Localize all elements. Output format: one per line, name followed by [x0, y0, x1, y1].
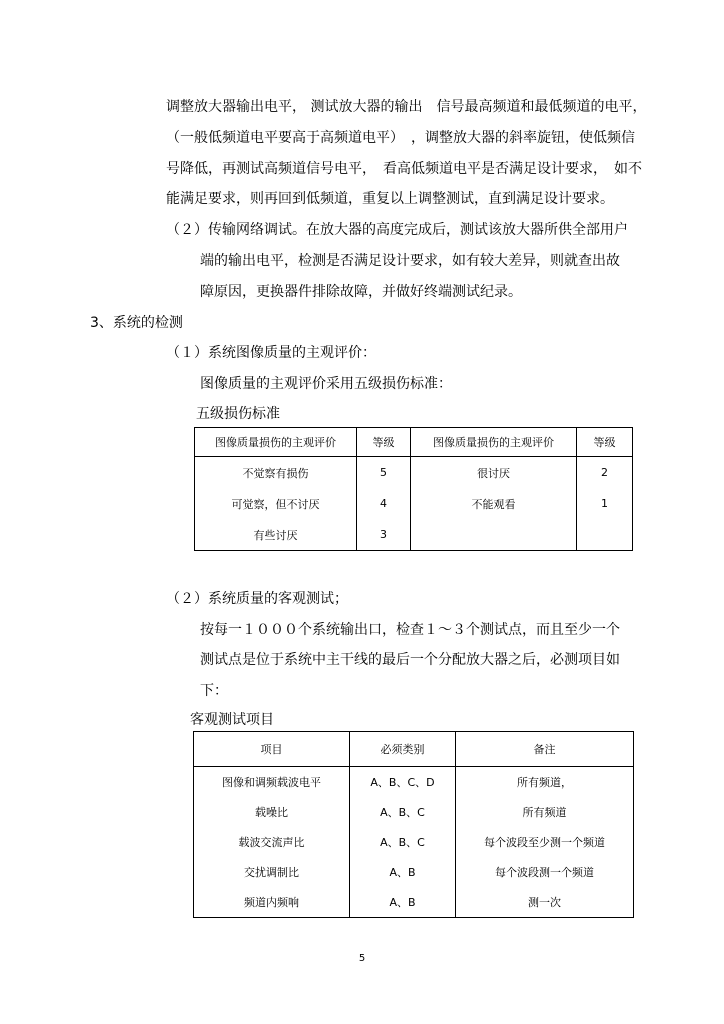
table-cell: 2: [577, 457, 633, 489]
page-number: 5: [358, 953, 366, 964]
table-cell: 交扰调制比: [194, 857, 350, 887]
paragraph-line-3: 号降低，再测试高频道信号电平， 看高低频道电平是否满足设计要求， 如不: [166, 161, 642, 177]
paragraph-line-1: 调整放大器输出电平， 测试放大器的输出 信号最高频道和最低频道的电平，: [166, 99, 647, 115]
table1-caption: 五级损伤标准: [196, 406, 280, 422]
table-header-cell: 项目: [194, 732, 350, 767]
table2-caption: 客观测试项目: [190, 712, 274, 728]
table-row: [194, 887, 634, 918]
table-cell: 每个波段测一个频道: [456, 857, 634, 887]
subsection-2-line-3: 下：: [200, 683, 228, 699]
table-header-cell: 图像质量损伤的主观评价: [195, 428, 357, 457]
table-cell: [411, 519, 577, 551]
section-heading: 3、系统的检测: [90, 315, 183, 331]
table-header-cell: 必须类别: [350, 732, 456, 767]
paragraph-line-7: 障原因，更换器件排除故障，并做好终端测试纪录。: [200, 284, 522, 300]
table-row: [194, 827, 634, 857]
table-header-cell: 备注: [456, 732, 634, 767]
table-cell: 测一次: [456, 887, 634, 918]
table-cell: 不觉察有损伤: [195, 457, 357, 489]
table-row: [194, 767, 634, 798]
table-cell: 频道内频响: [194, 887, 350, 918]
paragraph-line-6: 端的输出电平，检测是否满足设计要求，如有较大差异，则就查出故: [200, 253, 620, 269]
table-row: [194, 857, 634, 887]
table-cell: A、B、C、D: [350, 767, 456, 798]
table-cell: A、B、C: [350, 827, 456, 857]
table-cell: 很讨厌: [411, 457, 577, 489]
table-cell: 图像和调频载波电平: [194, 767, 350, 798]
table-cell: 所有频道，: [456, 767, 634, 798]
table-cell: 4: [357, 488, 411, 519]
table-cell: 有些讨厌: [195, 519, 357, 551]
table-cell: 载波交流声比: [194, 827, 350, 857]
table-row: [195, 519, 633, 551]
paragraph-line-4: 能满足要求，则再回到低频道，重复以上调整测试，直到满足设计要求。: [166, 191, 614, 207]
objective-test-table: [193, 731, 634, 918]
damage-grade-table: [194, 427, 633, 551]
table-row: [195, 457, 633, 489]
paragraph-line-5: （２）传输网络调试。在放大器的高度完成后，测试该放大器所供全部用户: [166, 222, 628, 238]
table-cell: 可觉察，但不讨厌: [195, 488, 357, 519]
subsection-1-title: （１）系统图像质量的主观评价：: [166, 345, 376, 361]
subsection-2-line-1: 按每一１０００个系统输出口，检查１～３个测试点，而且至少一个: [200, 622, 620, 638]
table-cell: A、B: [350, 887, 456, 918]
table-header-row: [194, 732, 634, 767]
table-header-cell: 等级: [577, 428, 633, 457]
table-cell: [577, 519, 633, 551]
table-header-cell: 等级: [357, 428, 411, 457]
table-cell: 5: [357, 457, 411, 489]
subsection-1-text: 图像质量的主观评价采用五级损伤标准：: [200, 376, 452, 392]
table-header-cell: 图像质量损伤的主观评价: [411, 428, 577, 457]
paragraph-line-2: （一般低频道电平要高于高频道电平） ，调整放大器的斜率旋钮，使低频信: [166, 130, 635, 146]
subsection-2-title: （２）系统质量的客观测试；: [166, 591, 348, 607]
table-cell: 不能观看: [411, 488, 577, 519]
table-cell: A、B、C: [350, 797, 456, 827]
table-cell: 3: [357, 519, 411, 551]
table-cell: 所有频道: [456, 797, 634, 827]
table-cell: 载噪比: [194, 797, 350, 827]
table-row: [195, 488, 633, 519]
table-cell: 1: [577, 488, 633, 519]
subsection-2-line-2: 测试点是位于系统中主干线的最后一个分配放大器之后，必测项目如: [200, 652, 620, 668]
table-cell: A、B: [350, 857, 456, 887]
table-header-row: [195, 428, 633, 457]
table-cell: 每个波段至少测一个频道: [456, 827, 634, 857]
table-row: [194, 797, 634, 827]
